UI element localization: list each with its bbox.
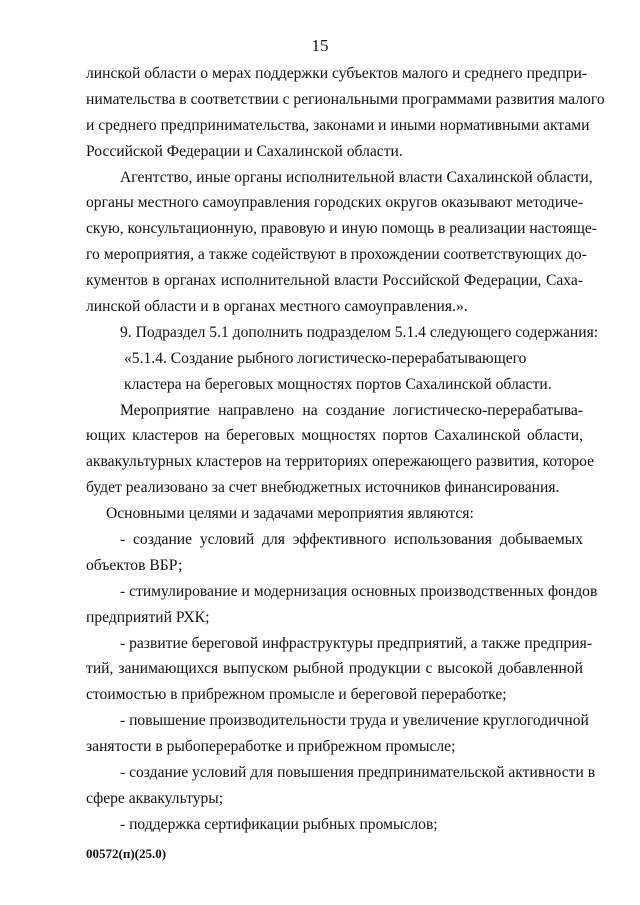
text-line-30: - поддержка сертификации рыбных промыслов; <box>120 815 438 833</box>
page-number: 15 <box>311 36 329 55</box>
document-body <box>86 61 605 838</box>
text-line-28: - создание условий для повышения предпринимательской активности в <box>120 764 596 782</box>
text-line-27: занятости в рыбопереработке и прибрежном промысле; <box>86 738 456 756</box>
text-line-18: Основными целями и задачами мероприятия являются: <box>106 505 474 523</box>
text-line-22: предприятий РХК; <box>86 608 210 626</box>
text-line-6: органы местного самоуправления городских округов оказывают методиче- <box>86 194 584 212</box>
text-line-12: «5.1.4. Создание рыбного логистическо-перерабатывающего <box>124 349 527 367</box>
text-line-11: 9. Подраздел 5.1 дополнить подразделом 5.1.4 следующего содержания: <box>120 323 599 341</box>
text-line-7: скую, консультационную, правовую и иную помощь в реализации настояще- <box>86 220 597 238</box>
text-line-29: сфере аквакультуры; <box>86 789 224 807</box>
text-line-24: тий, занимающихся выпуском рыбной продукции с высокой добавленной <box>86 660 583 678</box>
text-line-26: - повышение производительности труда и увеличение круглогодичной <box>120 712 589 730</box>
document-code: 00572(п)(25.0) <box>86 846 167 861</box>
text-line-23: - развитие береговой инфраструктуры предприятий, а также предприя- <box>120 634 593 652</box>
text-line-9: кументов в органах исполнительной власти Российской Федерации, Саха- <box>86 272 583 290</box>
text-line-10: линской области и в органах местного самоуправления.». <box>86 298 468 316</box>
text-line-20: объектов ВБР; <box>86 556 183 574</box>
text-line-15: ющих кластеров на береговых мощностях портов Сахалинской области, <box>86 427 583 445</box>
text-line-25: стоимостью в прибрежном промысле и береговой переработке; <box>86 686 507 704</box>
text-line-4: Российской Федерации и Сахалинской области. <box>86 142 403 160</box>
text-line-5: Агентство, иные органы исполнительной власти Сахалинской области, <box>120 168 593 186</box>
text-line-2: нимательства в соответствии с региональными программами развития малого <box>86 90 605 108</box>
text-line-17: будет реализовано за счет внебюджетных источников финансирования. <box>86 479 560 497</box>
text-line-14: Мероприятие направлено на создание логистическо-перерабатыва- <box>120 401 583 419</box>
text-line-1: линской области о мерах поддержки субъектов малого и среднего предпри- <box>86 65 588 82</box>
text-line-3: и среднего предпринимательства, законами и иными нормативными актами <box>86 116 590 134</box>
text-line-13: кластера на береговых мощностях портов Сахалинской области. <box>124 375 552 393</box>
text-line-19: - создание условий для эффективного использования добываемых <box>120 531 583 549</box>
text-line-16: аквакультурных кластеров на территориях опережающего развития, которое <box>86 453 595 471</box>
text-line-21: - стимулирование и модернизация основных производственных фондов <box>120 582 598 600</box>
text-line-8: го мероприятия, а также содействуют в прохождении соответствующих до- <box>86 246 587 264</box>
